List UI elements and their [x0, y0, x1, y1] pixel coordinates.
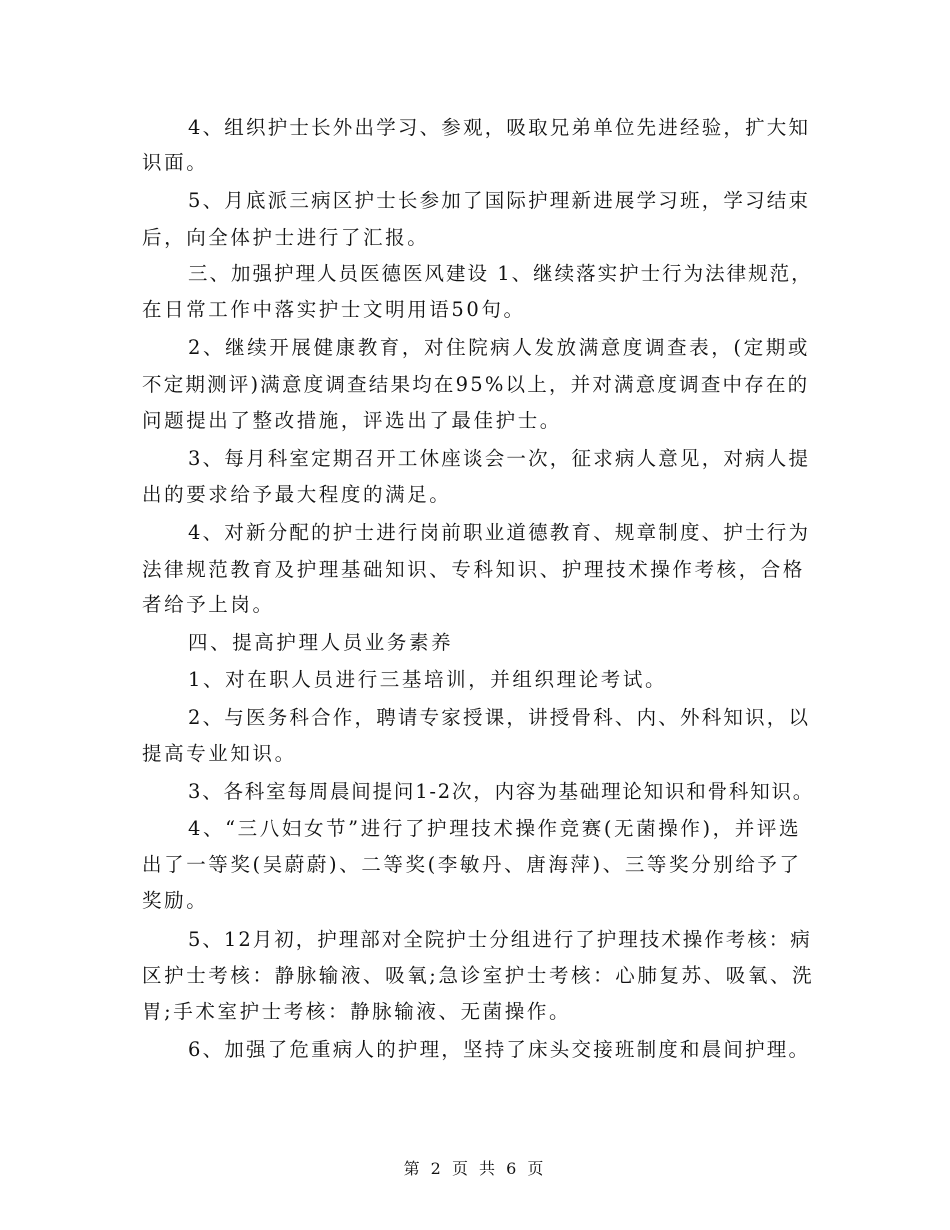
- text-line: 在日常工作中落实护士文明用语50句。: [142, 298, 526, 321]
- text-line: 出的要求给予最大程度的满足。: [142, 483, 452, 506]
- text-line: 三、加强护理人员医德医风建设 1、继续落实护士行为法律规范，: [188, 262, 813, 285]
- section-heading: 四、提高护理人员业务素养: [188, 631, 454, 654]
- text-line: 1、对在职人员进行三基培训，并组织理论考试。: [188, 668, 668, 691]
- page-number-footer: 第 2 页 共 6 页: [403, 1159, 547, 1178]
- text-line: 3、每月科室定期召开工休座谈会一次，征求病人意见，对病人提: [188, 447, 811, 470]
- text-line: 胃;手术室护士考核：静脉输液、无菌操作。: [142, 1000, 572, 1023]
- text-line: 6、加强了危重病人的护理，坚持了床头交接班制度和晨间护理。: [188, 1038, 811, 1061]
- text-line: 2、继续开展健康教育，对住院病人发放满意度调查表，(定期或: [188, 336, 810, 359]
- text-line: 3、各科室每周晨间提问1-2次，内容为基础理论知识和骨科知识。: [188, 780, 815, 803]
- text-line: 2、与医务科合作，聘请专家授课，讲授骨科、内、外科知识，以: [188, 706, 811, 729]
- text-line: 5、12月初，护理部对全院护士分组进行了护理技术操作考核：病: [188, 928, 812, 951]
- text-line: 4、对新分配的护士进行岗前职业道德教育、规章制度、护士行为: [188, 521, 811, 544]
- text-line: 不定期测评)满意度调查结果均在95%以上，并对满意度调查中存在的: [142, 373, 810, 396]
- text-line: 4、“三八妇女节”进行了护理技术操作竞赛(无菌操作)，并评选: [188, 817, 802, 840]
- text-line: 4、组织护士长外出学习、参观，吸取兄弟单位先进经验，扩大知: [188, 116, 811, 139]
- text-line: 区护士考核：静脉输液、吸氧;急诊室护士考核：心肺复苏、吸氧、洗: [142, 964, 815, 987]
- text-line: 出了一等奖(吴蔚蔚)、二等奖(李敏丹、唐海萍)、三等奖分别给予了: [142, 853, 802, 876]
- text-line: 识面。: [142, 151, 209, 174]
- text-line: 奖励。: [142, 889, 209, 912]
- text-line: 5、月底派三病区护士长参加了国际护理新进展学习班，学习结束: [188, 189, 811, 212]
- text-line: 后，向全体护士进行了汇报。: [142, 226, 430, 249]
- text-line: 者给予上岗。: [142, 593, 275, 616]
- text-line: 提高专业知识。: [142, 742, 297, 765]
- text-line: 问题提出了整改措施，评选出了最佳护士。: [142, 409, 562, 432]
- text-line: 法律规范教育及护理基础知识、专科知识、护理技术操作考核，合格: [142, 558, 806, 581]
